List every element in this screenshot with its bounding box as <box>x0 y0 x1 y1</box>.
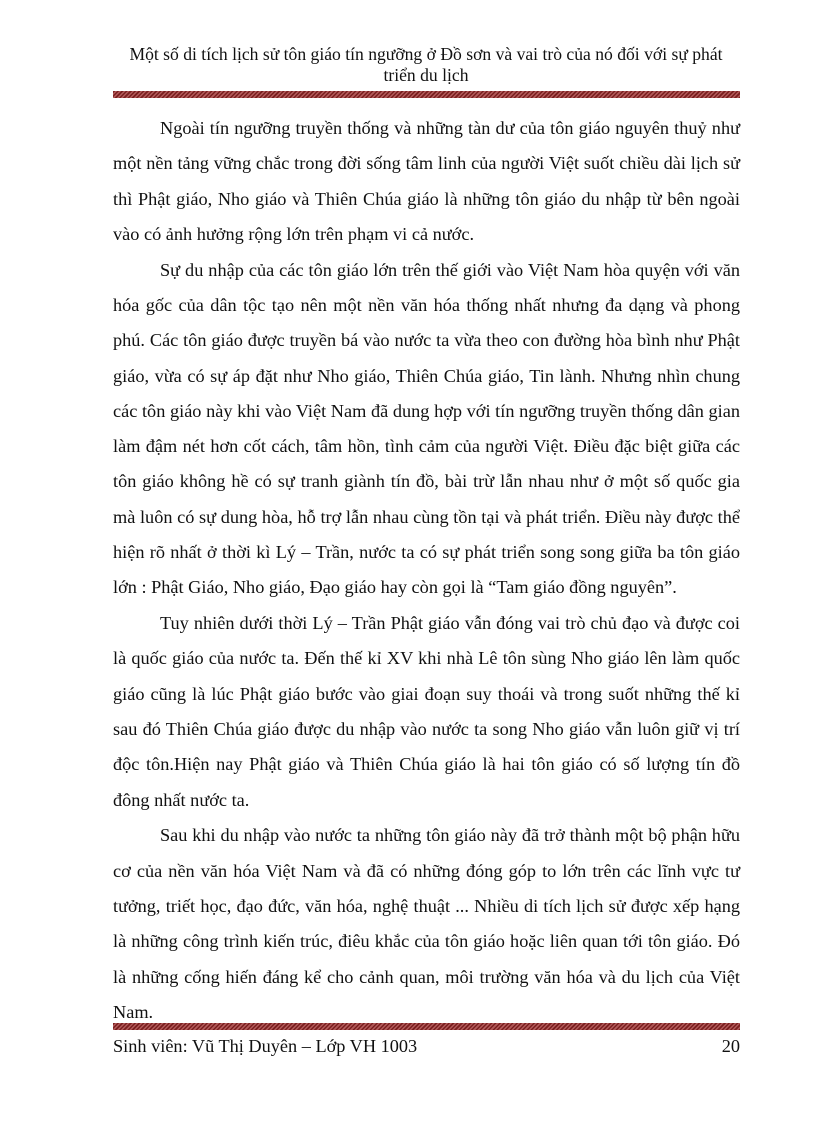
page-number: 20 <box>721 1036 740 1056</box>
body-text <box>113 111 740 1031</box>
paragraph: Sau khi du nhập vào nước ta những tôn giáo này đã trở thành một bộ phận hữu cơ của nền văn hóa Việt Nam và đã có những đóng góp to lớn trên các lĩnh vực tư tưởng, triết học, đạo đức, văn hóa, nghệ thuật ... Nhiều di tích lịch sử được xếp hạng là những công trình kiến trúc, điêu khắc của tôn giáo hoặc liên quan tới tôn giáo. Đó là những cống hiến đáng kể cho cảnh quan, môi trường văn hóa và du lịch của Việt Nam. <box>113 825 740 1022</box>
header-divider <box>113 91 740 98</box>
paragraph: Ngoài tín ngưỡng truyền thống và những tàn dư của tôn giáo nguyên thuỷ như một nền tảng vững chắc trong đời sống tâm linh của người Việt suốt chiều dài lịch sử thì Phật giáo, Nho giáo và Thiên Chúa giáo là những tôn giáo du nhập từ bên ngoài vào có ảnh hưởng rộng lớn trên phạm vi cả nước. <box>113 118 740 244</box>
header-title: Một số di tích lịch sử tôn giáo tín ngưỡng ở Đồ sơn và vai trò của nó đối với sự phát triển du lịch <box>129 44 723 85</box>
paragraph: Sự du nhập của các tôn giáo lớn trên thế giới vào Việt Nam hòa quyện với văn hóa gốc của dân tộc tạo nên một nền văn hóa thống nhất nhưng đa dạng và phong phú. Các tôn giáo được truyền bá vào nước ta vừa theo con đường hòa bình như Phật giáo, vừa có sự áp đặt như Nho giáo, Thiên Chúa giáo, Tin lành. Nhưng nhìn chung các tôn giáo này khi vào Việt Nam đã dung hợp với tín ngưỡng truyền thống dân gian làm đậm nét hơn cốt cách, tâm hồn, tình cảm của người Việt. Điều đặc biệt giữa các tôn giáo không hề có sự tranh giành tín đồ, bài trừ lẫn nhau như ở một số quốc gia mà luôn có sự dung hòa, hỗ trợ lẫn nhau cùng tồn tại và phát triển. Điều này được thể hiện rõ nhất ở thời kì Lý – Trần, nước ta có sự phát triển song song giữa ba tôn giáo lớn : Phật Giáo, Nho giáo, Đạo giáo hay còn gọi là “Tam giáo đồng nguyên”. <box>113 259 740 598</box>
footer-author: Sinh viên: Vũ Thị Duyên – Lớp VH 1003 <box>113 1036 418 1056</box>
paragraph: Tuy nhiên dưới thời Lý – Trần Phật giáo vẫn đóng vai trò chủ đạo và được coi là quốc giáo của nước ta. Đến thế kỉ XV khi nhà Lê tôn sùng Nho giáo lên làm quốc giáo cũng là lúc Phật giáo bước vào giai đoạn suy thoái và trong suốt những thế kỉ sau đó Thiên Chúa giáo được du nhập vào nước ta song Nho giáo vẫn luôn giữ vị trí độc tôn.Hiện nay Phật giáo và Thiên Chúa giáo là hai tôn giáo có số lượng tín đồ đông nhất nước ta. <box>113 613 740 810</box>
footer-divider <box>113 1023 740 1030</box>
